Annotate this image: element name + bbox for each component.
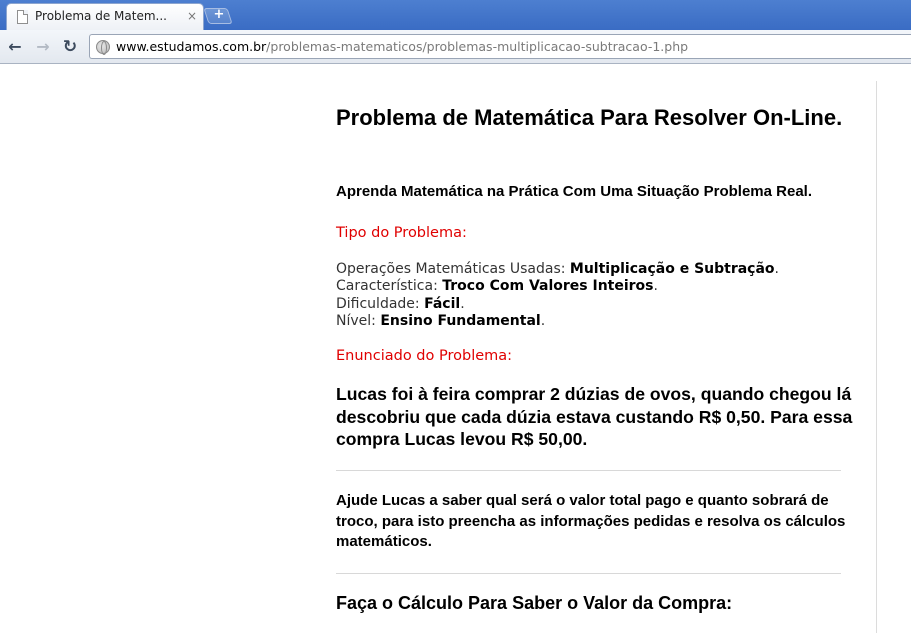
browser-tab[interactable] [6,3,204,30]
info-value: Troco Com Valores Inteiros [442,278,654,295]
info-value: Multiplicação e Subtração [569,261,775,277]
calculation-heading: Faça o Cálculo Para Saber o Valor da Compra: [336,593,733,613]
page-subtitle: Aprenda Matemática na Prática Com Uma Situação Problema Real. [336,183,812,200]
info-label: Nível: [336,313,376,330]
forward-arrow-icon[interactable]: → [36,37,50,56]
page-title: Problema de Matemática Para Resolver On-Line. [336,105,843,130]
plus-icon[interactable]: + [213,7,225,22]
tab-close-icon[interactable]: × [186,9,198,23]
help-text: Ajude Lucas a saber qual será o valor total pago e quanto sobrará de troco, para isto preencha as informações pedidas e resolva os cálculos matemáticos. [336,492,846,550]
tab-strip [0,0,911,30]
browser-toolbar [0,30,911,64]
page-icon [17,10,28,24]
problem-info [336,261,866,331]
url-host: www.estudamos.com.br [116,39,267,54]
info-label: Dificuldade: [336,295,420,312]
url-path: /problemas-matematicos/problemas-multiplicacao-subtracao-1.php [266,39,689,54]
problem-statement-label: Enunciado do Problema: [336,348,513,364]
problem-type-label: Tipo do Problema: [336,225,467,241]
info-row-level: Nível: Ensino Fundamental. [336,313,546,330]
address-bar[interactable] [89,34,911,59]
divider [336,573,841,574]
info-row-operations: Operações Matemáticas Usadas: Multiplicação e Subtração. [336,261,779,277]
info-value: Fácil [424,295,461,312]
back-arrow-icon[interactable]: ← [8,37,22,56]
info-label: Característica: [336,278,438,295]
info-label: Operações Matemáticas Usadas: [336,261,566,277]
info-value: Ensino Fundamental [380,313,541,330]
tab-title: Problema de Matem... [35,9,167,23]
info-row-difficulty: Dificuldade: Fácil. [336,295,465,312]
url-text[interactable] [116,39,688,54]
divider [336,470,841,471]
globe-icon [96,40,110,54]
problem-statement: Lucas foi à feira comprar 2 dúzias de ovos, quando chegou lá descobriu que cada dúzia estava custando R$ 0,50. Para essa compra Lucas levou R$ 50,00. [336,384,853,449]
sidebar-divider [876,81,877,633]
reload-icon[interactable]: ↻ [62,37,78,57]
page-viewport [0,65,911,633]
info-row-characteristic: Característica: Troco Com Valores Inteiros. [336,278,658,295]
